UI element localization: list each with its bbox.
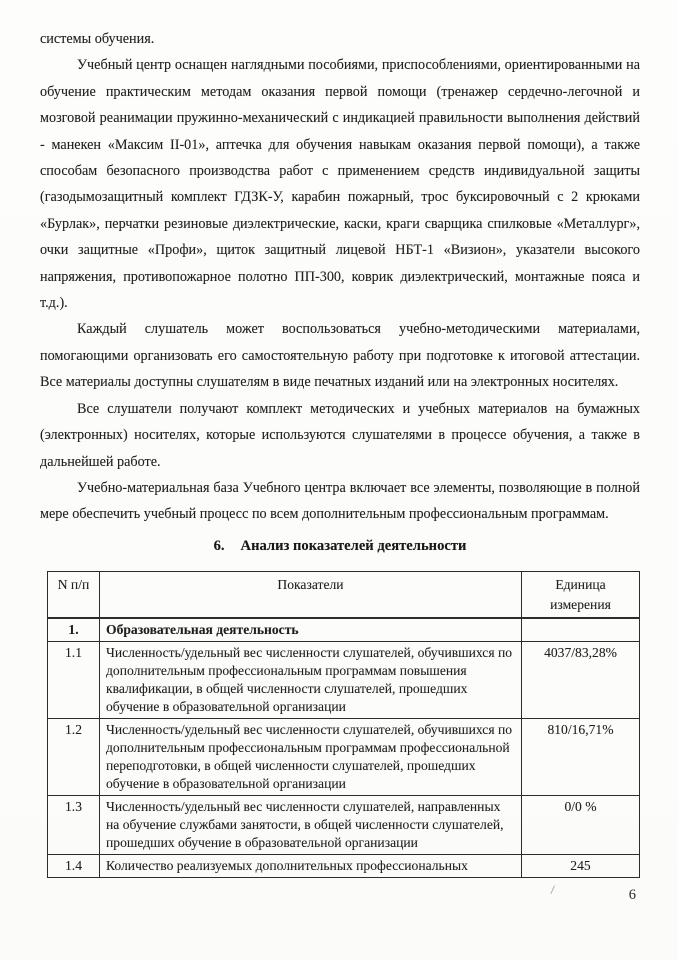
table-row [48, 618, 640, 642]
section-title: Анализ показателей деятельности [240, 537, 467, 554]
row-number: 1.3 [48, 795, 100, 854]
row-value: 810/16,71% [522, 718, 640, 795]
table-row [48, 854, 640, 877]
table-row [48, 795, 640, 854]
row-value [522, 618, 640, 642]
header-num: N п/п [48, 571, 100, 618]
section-heading [40, 533, 640, 559]
row-number: 1.1 [48, 641, 100, 718]
body-paragraph: Каждый слушатель может воспользоваться учебно-методическими материалами, помогающими организовать его самостоятельную работу при подготовке к итоговой аттестации. Все материалы доступны слушателям в виде печатных изданий или на электронных носителях. [40, 321, 640, 391]
body-paragraph: Все слушатели получают комплект методических и учебных материалов на бумажных (электронных) носителях, которые используются слушателями в процессе обучения, а также в дальнейшей работе. [40, 400, 640, 470]
indicators-table [47, 571, 640, 878]
table-row [48, 718, 640, 795]
body-paragraph: Учебно-материальная база Учебного центра включает все элементы, позволяющие в полной мере обеспечить учебный процесс по всем дополнительным профессиональным программам. [40, 479, 640, 523]
row-indicator: Численность/удельный вес численности слушателей, направленных на обучение службами занятости, в общей численности слушателей, прошедших обучение в образовательной организации [100, 795, 522, 854]
row-value: 245 [522, 854, 640, 877]
table-header-row [48, 571, 640, 618]
header-indicator: Показатели [100, 571, 522, 618]
table-row [48, 641, 640, 718]
row-indicator: Численность/удельный вес численности слушателей, обучившихся по дополнительным профессиональным программам повышения квалификации, в общей численности слушателей, прошедших обучение в образовательной организации [100, 641, 522, 718]
page-number: 6 [628, 887, 636, 903]
header-unit: Единица измерения [522, 571, 640, 618]
scan-artifact [550, 885, 558, 895]
body-paragraph: системы обучения. [40, 31, 155, 47]
row-indicator: Образовательная деятельность [100, 618, 522, 642]
body-paragraph: Учебный центр оснащен наглядными пособиями, приспособлениями, ориентированными на обучение практическим методам оказания первой помощи (тренажер сердечно-легочной и мозговой реанимации пружинно-механический с индикацией правильности выполнения действий - манекен «Максим II-01», аптечка для обучения навыкам оказания первой помощи), а также способам безопасного производства работ с применением средств индивидуальной защиты (газодымозащитный комплект ГДЗК-У, карабин пожарный, трос буксировочный с 2 крюками «Бурлак», перчатки резиновые диэлектрические, каски, краги сварщика спилковые «Металлург», очки защитные «Профи», щиток защитный лицевой НБТ-1 «Визион», указатели высокого напряжения, противопожарное полотно ПП-300, коврик диэлектрический, монтажные пояса и т.д.). [40, 57, 640, 312]
row-value: 0/0 % [522, 795, 640, 854]
row-indicator: Численность/удельный вес численности слушателей, обучившихся по дополнительным профессиональным программам профессиональной переподготовки, в общей численности слушателей, прошедших обучение в образовательной организации [100, 718, 522, 795]
row-number: 1.4 [48, 854, 100, 877]
section-number: 6. [213, 537, 225, 554]
row-indicator: Количество реализуемых дополнительных профессиональных [100, 854, 522, 877]
row-number: 1.2 [48, 718, 100, 795]
row-value: 4037/83,28% [522, 641, 640, 718]
row-number: 1. [48, 618, 100, 642]
